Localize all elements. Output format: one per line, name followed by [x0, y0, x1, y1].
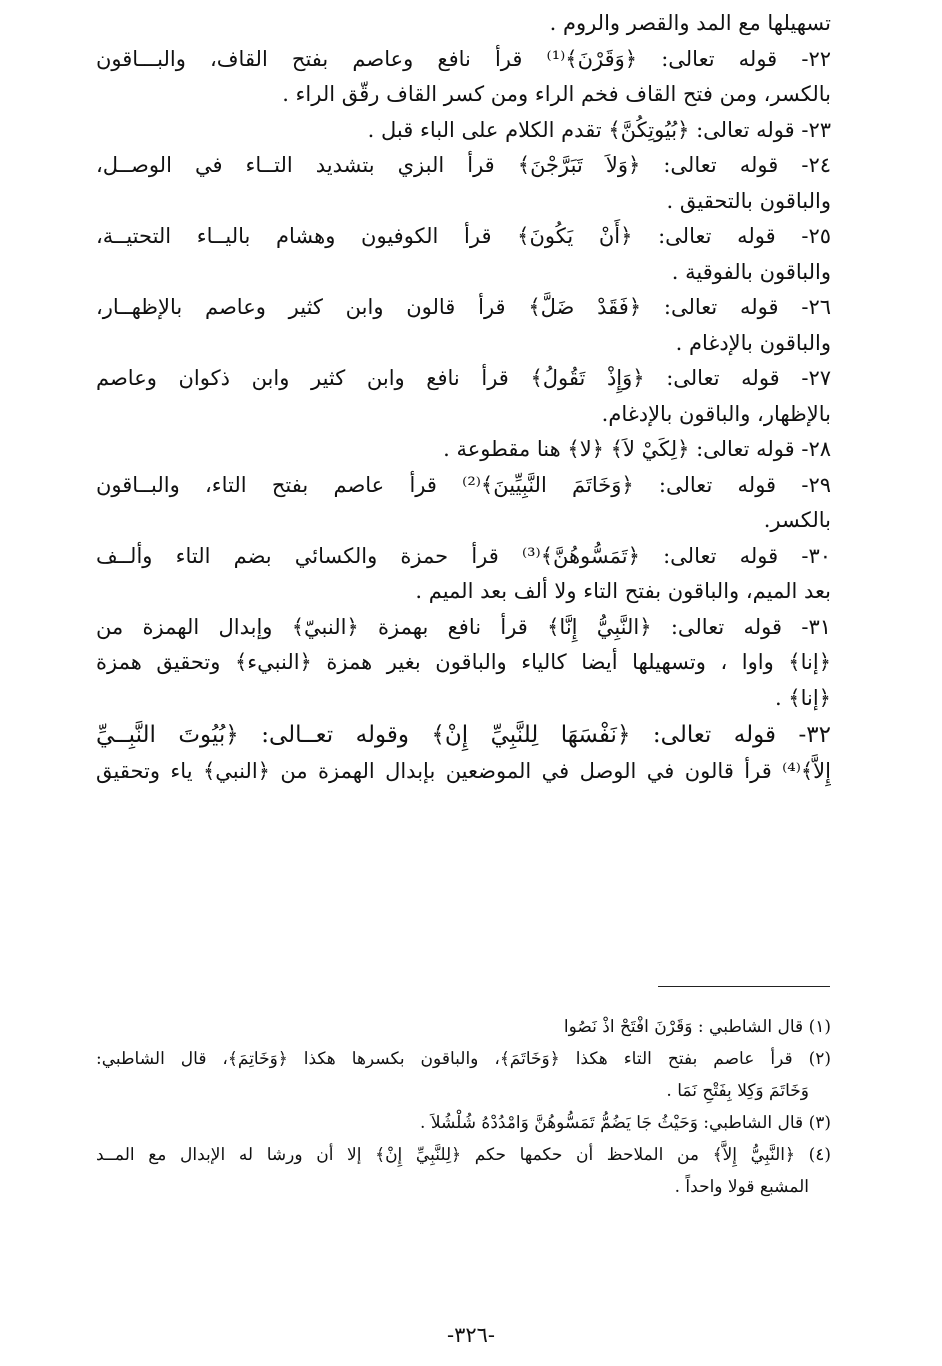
text-line: ٢٧- قوله تعالى: ﴿وَإِذْ تَقُولُ﴾ قرأ نافع وابن كثير وابن ذكوان وعاصم	[96, 366, 831, 390]
text-line: بالإظهار، والباقون بالإدغام.	[601, 401, 831, 426]
text-line: بالكسر.	[763, 508, 831, 532]
text-line: ٢٥- قوله تعالى: ﴿أَنْ يَكُونَ﴾ قرأ الكوفيون وهشام باليــاء التحتيــة،	[96, 224, 831, 248]
footnote-line: (١) قال الشاطبي : وَقَرْنَ افْتَحْ اذْ نَصُوا	[563, 1017, 831, 1037]
text-line: ٢٦- قوله تعالى: ﴿فَقَدْ ضَلَّ﴾ قرأ قالون وابن كثير وعاصم بالإظهــار،	[96, 295, 831, 319]
text-line: ﴿إنا﴾ .	[774, 685, 831, 710]
text-line: ٣٢- قوله تعالى: ﴿نَفْسَهَا لِلنَّبِيِّ إِنْ﴾ وقوله تعــالى: ﴿بُيُوتَ النَّبِــيِّ	[96, 722, 831, 748]
footnote-line: المشبع قولا واحداً .	[674, 1177, 809, 1197]
text-line: ٢٤- قوله تعالى: ﴿وَلاَ تَبَرَّجْنَ﴾ قرأ البزي بتشديد التــاء في الوصــل،	[96, 153, 831, 177]
main-text	[96, 6, 831, 790]
text-line: تسهيلها مع المد والقصر والروم .	[549, 11, 831, 35]
footnote-line: (٤) ﴿النَّبِيُّ إِلاَّ﴾ من الملاحظ أن حكمها حكم ﴿لِلنَّبِيِّ إِنْ﴾ إلا أن ورشا له الإبدال مع المــد	[96, 1145, 831, 1165]
text-line: ٢٢- قوله تعالى: ﴿وَقَرْنَ﴾⁽¹⁾ قرأ نافع وعاصم بفتح القاف، والبـــاقون	[96, 46, 831, 71]
footnote-line: (٣) قال الشاطبي: وَحَيْثُ جَا يَضُمُّ تَمَسُّوهُنَّ وَامْدُدْهُ شُلْشُلاَ .	[420, 1113, 831, 1133]
footnote-line: وَخَاتَمَ وَكِلا بِفَتْحِ نَمَا .	[666, 1081, 809, 1101]
footnote-line: (٢) قرأ عاصم بفتح التاء هكذا ﴿وَخَاتَمَ﴾، والباقون بكسرها هكذا ﴿وَخَاتِمَ﴾، قال الشاطبي:	[96, 1049, 831, 1069]
text-line: ٣١- قوله تعالى: ﴿النَّبِيُّ إِنَّا﴾ قرأ نافع بهمزة ﴿النبيّ﴾ وإبدال الهمزة من	[96, 614, 831, 639]
text-line: والباقون بالتحقيق .	[666, 188, 831, 213]
text-line: بالكسر، ومن فتح القاف فخم الراء ومن كسر القاف رقّق الراء .	[282, 82, 831, 106]
text-line: ٢٨- قوله تعالى: ﴿لِكَيْ لاَ﴾ ﴿لا﴾ هنا مقطوعة .	[443, 437, 831, 461]
text-line: ٢٩- قوله تعالى: ﴿وَخَاتَمَ النَّبِيِّينَ﴾⁽²⁾ قرأ عاصم بفتح التاء، والبــاقون	[96, 472, 831, 497]
page-number: -٣٢٦-	[446, 1323, 496, 1347]
text-line: ﴿إنا﴾ واوا ، وتسهيلها أيضا كالياء والباقون بغير همزة ﴿النبيء﴾ وتحقيق همزة	[96, 650, 831, 674]
text-line: ٣٠- قوله تعالى: ﴿تَمَسُّوهُنَّ﴾⁽³⁾ قرأ حمزة والكسائي بضم التاء وألــف	[96, 543, 831, 568]
text-line: ٢٣- قوله تعالى: ﴿بُيُوتِكُنَّ﴾ تقدم الكلام على الباء قبل .	[367, 117, 831, 142]
text-line: والباقون بالفوقية .	[671, 259, 831, 284]
text-line: إِلاَّ﴾⁽⁴⁾ قرأ قالون في الوصل في الموضعين بإبدال الهمزة من ﴿النبي﴾ ياء وتحقيق	[96, 759, 831, 783]
text-line: بعد الميم، والباقون بفتح التاء ولا ألف بعد الميم .	[415, 579, 831, 603]
text-line: والباقون بالإدغام .	[675, 330, 831, 355]
footnotes	[96, 1011, 831, 1203]
footnote-separator	[658, 986, 830, 987]
